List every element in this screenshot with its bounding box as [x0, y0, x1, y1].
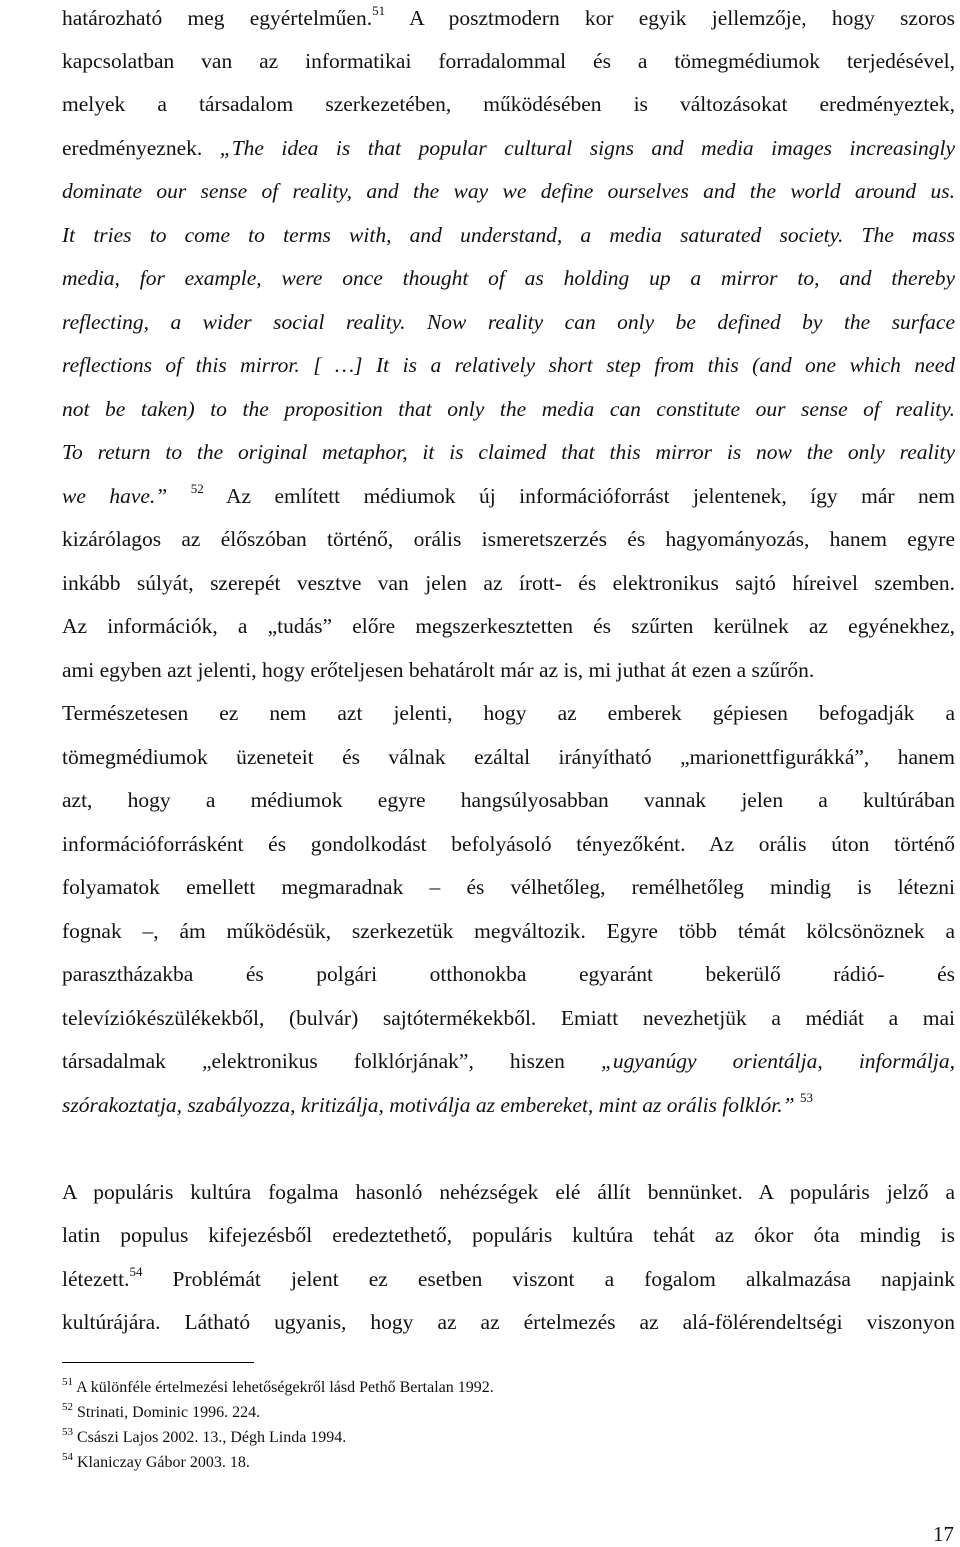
body-line: fognak –, ám működésük, szerkezetük megváltozik. Egyre több témát kölcsönöznek a [62, 919, 955, 943]
footnote-ref: 52 [190, 480, 204, 496]
body-line: határozható meg egyértelműen.$^{51}$ A posztmodern kor egyik jellemzője, hogy szoros [62, 2, 955, 30]
body-line: kultúrájára. Látható ugyanis, hogy az az értelmezés az alá-fölérendeltségi viszonyon [62, 1310, 955, 1334]
footnote: $^{54}$ Klaniczay Gábor 2003. 18. [62, 1450, 250, 1471]
body-line: ami egyben azt jelenti, hogy erőteljesen behatárolt már az is, mi juthat át ezen a szűrőn. [62, 658, 815, 682]
body-line: It tries to come to terms with, and understand, a media saturated society. The mass [62, 223, 955, 247]
body-line: not be taken) to the proposition that only the media can constitute our sense of reality. [62, 397, 955, 421]
body-line: televíziókészülékekből, (bulvár) sajtótermékekből. Emiatt nevezhetjük a médiát a mai [62, 1006, 955, 1030]
page-number: 17 [933, 1522, 954, 1546]
body-line: Természetesen ez nem azt jelenti, hogy az emberek gépiesen befogadják a [62, 701, 955, 725]
footnote: $^{51}$ A különféle értelmezési lehetőségekről lásd Pethő Bertalan 1992. [62, 1375, 494, 1396]
body-line: Az információk, a „tudás” előre megszerkesztetten és szűrten kerülnek az egyénekhez, [62, 614, 955, 638]
body-line: kizárólagos az élőszóban történő, orális ismeretszerzés és hagyományozás, hanem egyre [62, 527, 955, 551]
body-line: létezett.$^{54}$ Problémát jelent ez esetben viszont a fogalom alkalmazása napjaink [62, 1263, 956, 1291]
footnote-ref: 53 [799, 1089, 813, 1105]
body-line: media, for example, were once thought of as holding up a mirror to, and thereby [62, 266, 955, 290]
body-line: latin populus kifejezésből eredeztethető, populáris kultúra tehát az ókor óta mindig is [62, 1223, 955, 1247]
footnote-separator [62, 1362, 254, 1363]
body-line: információforrásként és gondolkodást befolyásoló tényezőként. Az orális úton történő [62, 832, 955, 856]
body-line: szórakoztatja, szabályozza, kritizálja, motiválja az embereket, mint az orális folklór.” $^{53}$ [62, 1089, 813, 1117]
body-line: melyek a társadalom szerkezetében, működésében is változásokat eredményeztek, [62, 92, 955, 116]
body-line: eredményeznek. „The idea is that popular cultural signs and media images increasingly [62, 136, 955, 160]
body-line: we have.” $^{52}$ Az említett médiumok új információforrást jelentenek, így már nem [62, 480, 956, 508]
footnote: $^{52}$ Strinati, Dominic 1996. 224. [62, 1400, 261, 1421]
body-line: társadalmak „elektronikus folklórjának”, hiszen „ugyanúgy orientálja, informálja, [62, 1049, 955, 1073]
body-line: tömegmédiumok üzeneteit és válnak ezáltal irányítható „marionettfigurákká”, hanem [62, 745, 955, 769]
body-line: folyamatok emellett megmaradnak – és vélhetőleg, remélhetőleg mindig is létezni [62, 875, 955, 899]
body-line: inkább súlyát, szerepét vesztve van jelen az írott- és elektronikus sajtó híreivel szemben. [62, 571, 955, 595]
footnote-ref: 54 [129, 1263, 143, 1279]
body-line: parasztházakba és polgári otthonokba egyaránt bekerülő rádió- és [62, 962, 955, 986]
body-line: azt, hogy a médiumok egyre hangsúlyosabban vannak jelen a kultúrában [62, 788, 955, 812]
footnote: $^{53}$ Császi Lajos 2002. 13., Dégh Linda 1994. [62, 1425, 347, 1446]
body-line: To return to the original metaphor, it is claimed that this mirror is now the only reality [62, 440, 955, 464]
body-line: reflections of this mirror. [ …] It is a relatively short step from this (and one which need [62, 353, 955, 377]
body-line: kapcsolatban van az informatikai forradalommal és a tömegmédiumok terjedésével, [62, 49, 955, 73]
body-line: A populáris kultúra fogalma hasonló nehézségek elé állít bennünket. A populáris jelző a [62, 1180, 955, 1204]
footnote-ref: 51 [372, 2, 386, 18]
body-line: reflecting, a wider social reality. Now reality can only be defined by the surface [62, 310, 955, 334]
body-line: dominate our sense of reality, and the way we define ourselves and the world around us. [62, 179, 955, 203]
